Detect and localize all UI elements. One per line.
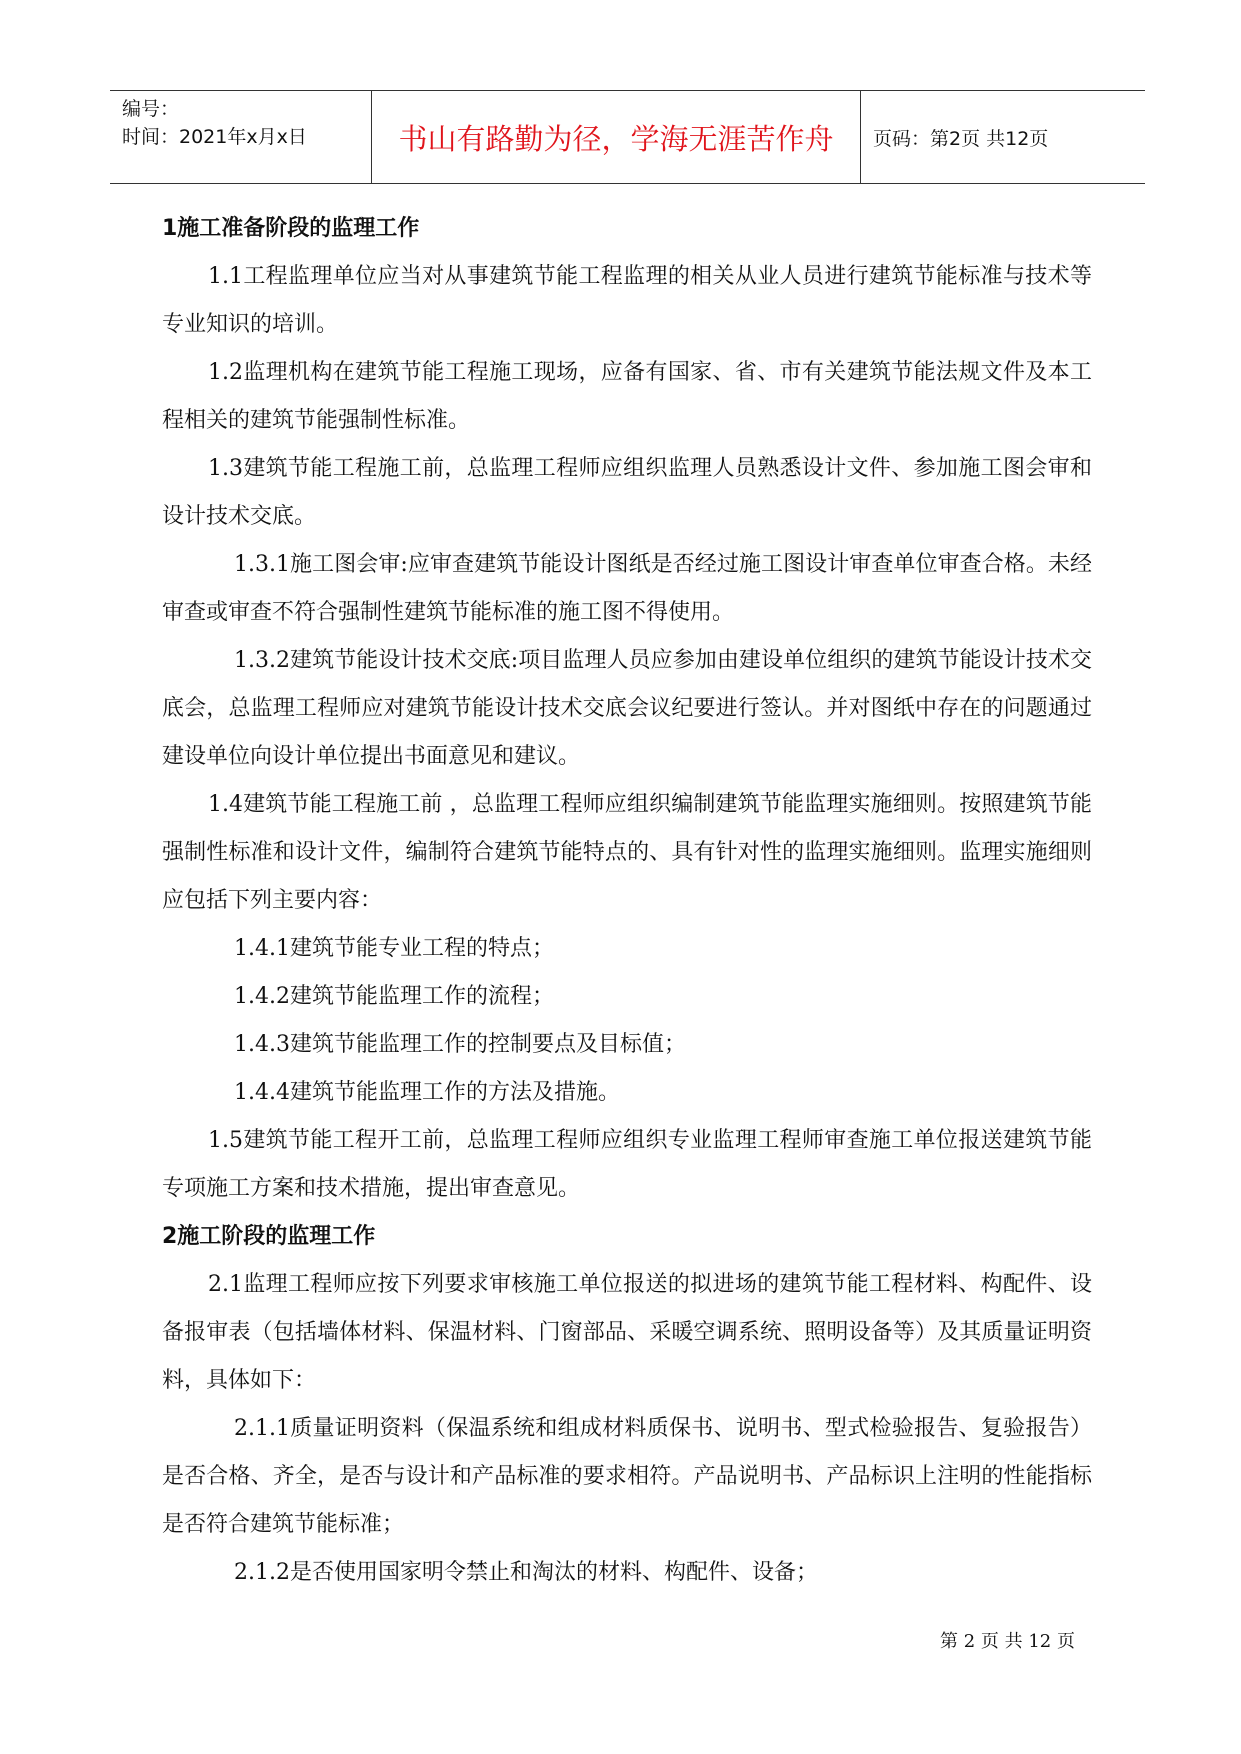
list-item: 1.4.1建筑节能专业工程的特点； <box>234 936 554 961</box>
document-body <box>162 205 1092 1597</box>
paragraph: 1.4建筑节能工程施工前 ，总监理工程师应组织编制建筑节能监理实施细则。按照建筑节能强制性标准和设计文件，编制符合建筑节能特点的、具有针对性的监理实施细则。监理实施细则应包括下列主要内容： <box>162 792 1092 913</box>
sub-paragraph: 2.1.1质量证明资料（保温系统和组成材料质保书、说明书、型式检验报告、复验报告）是否合格、齐全，是否与设计和产品标准的要求相符。产品说明书、产品标识上注明的性能指标是否符合建筑节能标准； <box>162 1416 1092 1537</box>
list-item: 1.4.4建筑节能监理工作的方法及措施。 <box>234 1080 620 1105</box>
header-motto: 书山有路勤为径，学海无涯苦作舟 <box>372 91 861 183</box>
paragraph: 2.1监理工程师应按下列要求审核施工单位报送的拟进场的建筑节能工程材料、构配件、设备报审表（包括墙体材料、保温材料、门窗部品、采暖空调系统、照明设备等）及其质量证明资料，具体如下： <box>162 1272 1092 1393</box>
sub-paragraph: 1.3.1施工图会审:应审查建筑节能设计图纸是否经过施工图设计审查单位审查合格。未经审查或审查不符合强制性建筑节能标准的施工图不得使用。 <box>162 552 1092 625</box>
page-footer: 第 2 页 共 12 页 <box>940 1631 1075 1652</box>
list-item: 1.4.3建筑节能监理工作的控制要点及目标值； <box>234 1032 686 1057</box>
header-meta <box>110 91 372 183</box>
paragraph: 1.3建筑节能工程施工前，总监理工程师应组织监理人员熟悉设计文件、参加施工图会审和设计技术交底。 <box>162 456 1092 529</box>
header-page-info: 页码：第2页 共12页 <box>873 127 1049 150</box>
document-time-label: 时间：2021年x月x日 <box>122 126 307 148</box>
section-heading: 1施工准备阶段的监理工作 <box>162 216 420 241</box>
section-heading: 2施工阶段的监理工作 <box>162 1224 376 1249</box>
sub-paragraph: 2.1.2是否使用国家明令禁止和淘汰的材料、构配件、设备； <box>234 1560 818 1585</box>
document-number-label: 编号： <box>122 98 180 120</box>
page-header <box>110 90 1145 184</box>
sub-paragraph: 1.3.2建筑节能设计技术交底:项目监理人员应参加由建设单位组织的建筑节能设计技术交底会，总监理工程师应对建筑节能设计技术交底会议纪要进行签认。并对图纸中存在的问题通过建设单位向设计单位提出书面意见和建议。 <box>162 648 1092 769</box>
paragraph: 1.2监理机构在建筑节能工程施工现场，应备有国家、省、市有关建筑节能法规文件及本工程相关的建筑节能强制性标准。 <box>162 360 1092 433</box>
paragraph: 1.5建筑节能工程开工前，总监理工程师应组织专业监理工程师审查施工单位报送建筑节能专项施工方案和技术措施，提出审查意见。 <box>162 1128 1092 1201</box>
list-item: 1.4.2建筑节能监理工作的流程； <box>234 984 554 1009</box>
paragraph: 1.1工程监理单位应当对从事建筑节能工程监理的相关从业人员进行建筑节能标准与技术等专业知识的培训。 <box>162 264 1092 337</box>
